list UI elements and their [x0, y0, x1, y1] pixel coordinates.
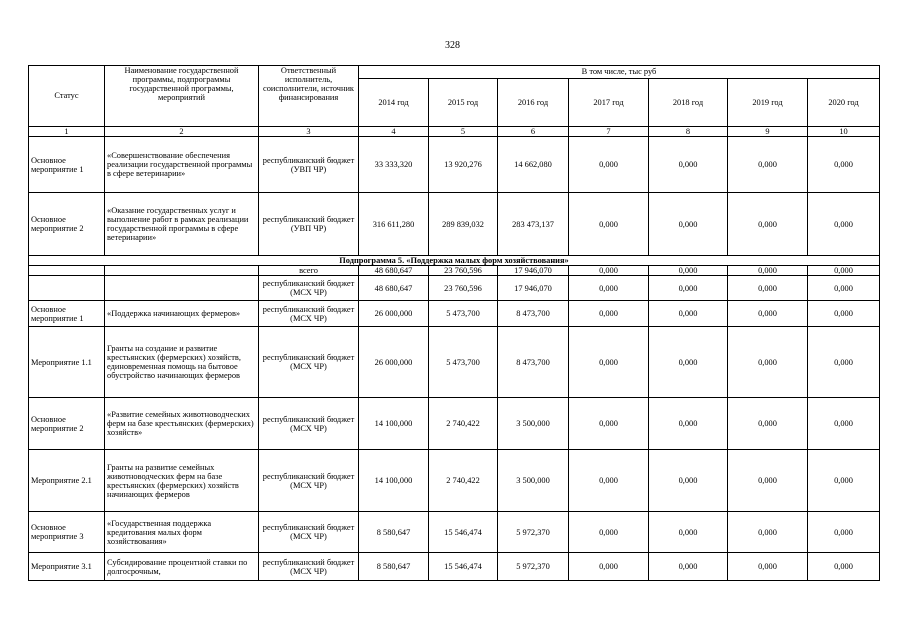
header-year: 2015 год	[429, 79, 498, 127]
table-row	[29, 398, 880, 450]
source-cell: республиканский бюджет (МСХ ЧР)	[259, 327, 359, 398]
status-cell: Основное мероприятие 1	[29, 301, 105, 327]
value-cell: 0,000	[649, 301, 728, 327]
value-cell: 5 972,370	[498, 512, 569, 553]
status-cell	[29, 266, 105, 276]
value-cell: 17 946,070	[498, 266, 569, 276]
value-cell: 17 946,070	[498, 276, 569, 301]
value-cell: 0,000	[569, 512, 649, 553]
name-cell: «Развитие семейных животноводческих ферм на базе крестьянских (фермерских) хозяйств»	[105, 398, 259, 450]
header-year: 2016 год	[498, 79, 569, 127]
column-number: 7	[569, 127, 649, 137]
value-cell: 0,000	[728, 450, 808, 512]
value-cell: 0,000	[728, 553, 808, 581]
value-cell: 0,000	[569, 301, 649, 327]
value-cell: 48 680,647	[359, 266, 429, 276]
value-cell: 13 920,276	[429, 137, 498, 193]
value-cell: 3 500,000	[498, 398, 569, 450]
value-cell: 5 473,700	[429, 327, 498, 398]
value-cell: 0,000	[808, 276, 880, 301]
value-cell: 0,000	[569, 193, 649, 256]
value-cell: 14 100,000	[359, 450, 429, 512]
column-number: 2	[105, 127, 259, 137]
value-cell: 0,000	[808, 327, 880, 398]
value-cell: 15 546,474	[429, 553, 498, 581]
name-cell: «Поддержка начинающих фермеров»	[105, 301, 259, 327]
value-cell: 0,000	[728, 276, 808, 301]
source-cell: республиканский бюджет (МСХ ЧР)	[259, 450, 359, 512]
value-cell: 0,000	[728, 193, 808, 256]
status-cell: Мероприятие 1.1	[29, 327, 105, 398]
name-cell: «Оказание государственных услуг и выполнение работ в рамках реализации государственной программы в сфере ветеринарии»	[105, 193, 259, 256]
value-cell: 0,000	[649, 512, 728, 553]
table-row	[29, 327, 880, 398]
status-cell: Основное мероприятие 2	[29, 398, 105, 450]
name-cell	[105, 266, 259, 276]
table-row	[29, 193, 880, 256]
column-number: 4	[359, 127, 429, 137]
source-cell: республиканский бюджет (МСХ ЧР)	[259, 398, 359, 450]
table-row	[29, 301, 880, 327]
value-cell: 0,000	[569, 450, 649, 512]
value-cell: 0,000	[569, 266, 649, 276]
value-cell: 0,000	[649, 276, 728, 301]
name-cell: «Совершенствование обеспечения реализации государственной программы в сфере ветеринарии»	[105, 137, 259, 193]
value-cell: 0,000	[649, 450, 728, 512]
value-cell: 0,000	[649, 266, 728, 276]
value-cell: 0,000	[808, 193, 880, 256]
source-cell: республиканский бюджет (МСХ ЧР)	[259, 301, 359, 327]
name-cell: «Государственная поддержка кредитования малых форм хозяйствования»	[105, 512, 259, 553]
header-responsible: Ответственный исполнитель, соисполнители, источник финансирования	[259, 66, 359, 127]
table-row	[29, 137, 880, 193]
value-cell: 5 473,700	[429, 301, 498, 327]
page-number: 328	[445, 40, 460, 51]
name-cell	[105, 276, 259, 301]
value-cell: 289 839,032	[429, 193, 498, 256]
column-number: 6	[498, 127, 569, 137]
value-cell: 0,000	[728, 512, 808, 553]
value-cell: 15 546,474	[429, 512, 498, 553]
header-year: 2018 год	[649, 79, 728, 127]
column-number: 8	[649, 127, 728, 137]
column-number: 10	[808, 127, 880, 137]
status-cell	[29, 276, 105, 301]
subprogram-row	[29, 256, 880, 266]
status-cell: Основное мероприятие 3	[29, 512, 105, 553]
value-cell: 26 000,000	[359, 301, 429, 327]
value-cell: 23 760,596	[429, 276, 498, 301]
status-cell: Основное мероприятие 1	[29, 137, 105, 193]
value-cell: 0,000	[649, 398, 728, 450]
name-cell: Субсидирование процентной ставки по долгосрочным,	[105, 553, 259, 581]
value-cell: 0,000	[569, 398, 649, 450]
value-cell: 14 662,080	[498, 137, 569, 193]
value-cell: 0,000	[808, 301, 880, 327]
source-cell: республиканский бюджет (МСХ ЧР)	[259, 512, 359, 553]
value-cell: 0,000	[808, 512, 880, 553]
value-cell: 0,000	[569, 327, 649, 398]
value-cell: 5 972,370	[498, 553, 569, 581]
column-number: 5	[429, 127, 498, 137]
name-cell: Гранты на развитие семейных животноводческих ферм на базе крестьянских (фермерских) хозяйств начинающих фермеров	[105, 450, 259, 512]
header-year: 2020 год	[808, 79, 880, 127]
table-row	[29, 553, 880, 581]
value-cell: 0,000	[569, 137, 649, 193]
value-cell: 8 473,700	[498, 301, 569, 327]
subprogram-title: Подпрограмма 5. «Поддержка малых форм хозяйствования»	[29, 256, 880, 266]
value-cell: 283 473,137	[498, 193, 569, 256]
value-cell: 8 580,647	[359, 553, 429, 581]
header-year: 2019 год	[728, 79, 808, 127]
value-cell: 2 740,422	[429, 398, 498, 450]
table-row	[29, 450, 880, 512]
table-row	[29, 276, 880, 301]
value-cell: 0,000	[728, 398, 808, 450]
value-cell: 316 611,280	[359, 193, 429, 256]
column-number: 3	[259, 127, 359, 137]
value-cell: 0,000	[649, 137, 728, 193]
header-year: 2014 год	[359, 79, 429, 127]
source-cell: всего	[259, 266, 359, 276]
status-cell: Основное мероприятие 2	[29, 193, 105, 256]
header-group: В том числе, тыс руб	[359, 66, 880, 79]
budget-table	[28, 65, 880, 581]
value-cell: 0,000	[728, 266, 808, 276]
value-cell: 26 000,000	[359, 327, 429, 398]
value-cell: 0,000	[808, 137, 880, 193]
value-cell: 2 740,422	[429, 450, 498, 512]
table-row	[29, 512, 880, 553]
value-cell: 0,000	[649, 327, 728, 398]
value-cell: 8 473,700	[498, 327, 569, 398]
source-cell: республиканский бюджет (УВП ЧР)	[259, 137, 359, 193]
source-cell: республиканский бюджет (МСХ ЧР)	[259, 553, 359, 581]
value-cell: 0,000	[649, 193, 728, 256]
header-year: 2017 год	[569, 79, 649, 127]
status-cell: Мероприятие 2.1	[29, 450, 105, 512]
status-cell: Мероприятие 3.1	[29, 553, 105, 581]
value-cell: 0,000	[808, 450, 880, 512]
table-row	[29, 266, 880, 276]
source-cell: республиканский бюджет (МСХ ЧР)	[259, 276, 359, 301]
value-cell: 14 100,000	[359, 398, 429, 450]
header-status: Статус	[29, 66, 105, 127]
name-cell: Гранты на создание и развитие крестьянских (фермерских) хозяйств, единовременная помощь на бытовое обустройство начинающих фермеров	[105, 327, 259, 398]
source-cell: республиканский бюджет (УВП ЧР)	[259, 193, 359, 256]
value-cell: 0,000	[569, 553, 649, 581]
value-cell: 0,000	[808, 266, 880, 276]
column-number: 1	[29, 127, 105, 137]
value-cell: 0,000	[728, 327, 808, 398]
value-cell: 3 500,000	[498, 450, 569, 512]
value-cell: 48 680,647	[359, 276, 429, 301]
value-cell: 0,000	[728, 301, 808, 327]
value-cell: 0,000	[808, 553, 880, 581]
value-cell: 23 760,596	[429, 266, 498, 276]
value-cell: 0,000	[728, 137, 808, 193]
header-name: Наименование государственной программы, подпрограммы государственной программы, мероприятий	[105, 66, 259, 127]
value-cell: 8 580,647	[359, 512, 429, 553]
value-cell: 0,000	[808, 398, 880, 450]
value-cell: 0,000	[569, 276, 649, 301]
column-number: 9	[728, 127, 808, 137]
value-cell: 33 333,320	[359, 137, 429, 193]
value-cell: 0,000	[649, 553, 728, 581]
